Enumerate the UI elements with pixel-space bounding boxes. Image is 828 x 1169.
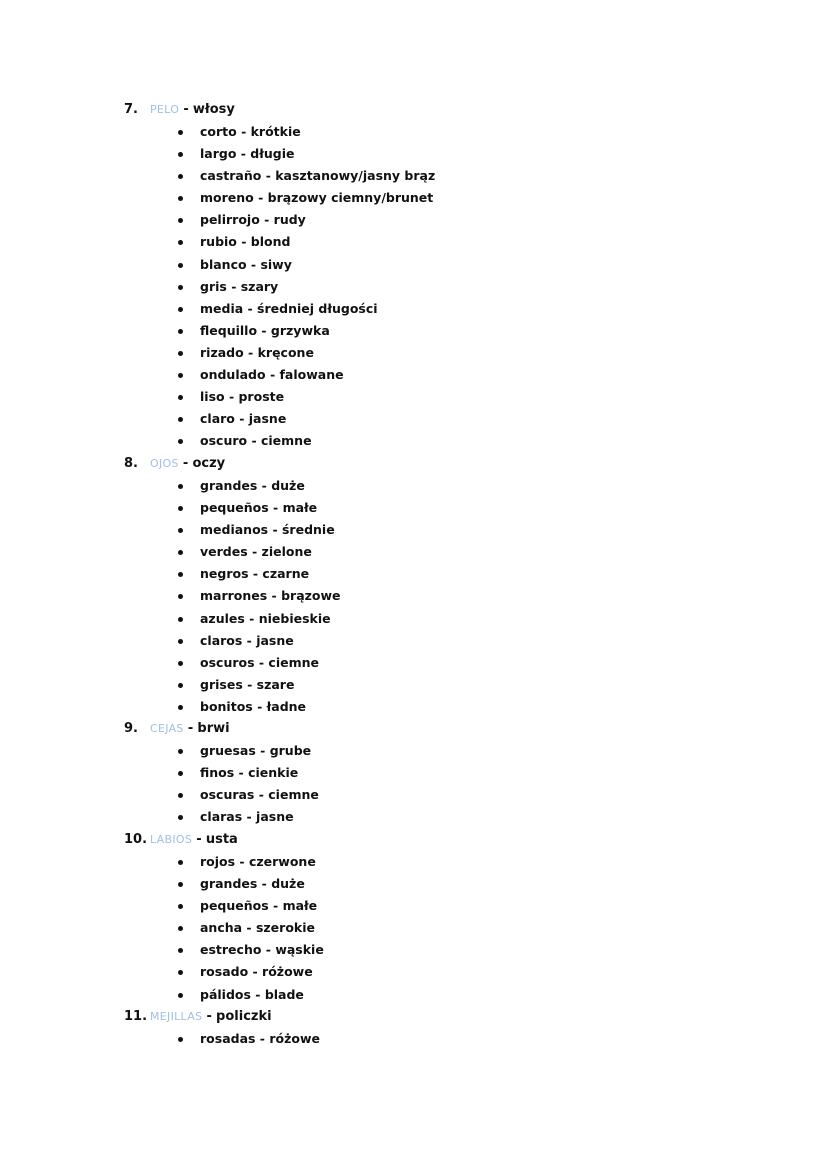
bullet-icon bbox=[178, 395, 183, 400]
item-text: corto - krótkie bbox=[200, 124, 301, 139]
list-item bbox=[124, 608, 724, 630]
item-text: oscuro - ciemne bbox=[200, 433, 312, 449]
word-list bbox=[124, 121, 724, 452]
section-ojos bbox=[124, 453, 724, 718]
bullet-icon bbox=[178, 926, 183, 931]
list-item bbox=[124, 342, 724, 364]
section-pelo bbox=[124, 99, 724, 452]
section-heading bbox=[124, 718, 724, 740]
item-text: rosadas - różowe bbox=[200, 1031, 320, 1046]
list-item bbox=[124, 939, 724, 961]
bullet-icon bbox=[178, 196, 183, 201]
list-item bbox=[124, 298, 724, 320]
bullet-icon bbox=[178, 550, 183, 555]
item-text: bonitos - ładne bbox=[200, 698, 307, 714]
item-text: blanco - siwy bbox=[200, 256, 292, 272]
section-separator: - bbox=[183, 102, 189, 117]
bullet-icon bbox=[178, 860, 183, 865]
list-item bbox=[124, 961, 724, 983]
item-text: liso - proste bbox=[200, 389, 285, 405]
item-text: moreno - brązowy ciemny/brunet bbox=[200, 190, 434, 206]
list-item bbox=[124, 121, 724, 143]
section-meaning: policzki bbox=[216, 1009, 272, 1024]
list-item bbox=[124, 209, 724, 231]
list-item bbox=[124, 143, 724, 165]
section-meaning: włosy bbox=[192, 102, 235, 117]
list-item bbox=[124, 386, 724, 408]
list-item bbox=[124, 519, 724, 541]
section-term: LABIOS bbox=[150, 833, 193, 846]
bullet-icon bbox=[178, 329, 183, 334]
section-heading bbox=[124, 99, 724, 121]
bullet-icon bbox=[178, 948, 183, 953]
bullet-icon bbox=[178, 1037, 183, 1042]
section-heading bbox=[124, 1006, 724, 1028]
list-item bbox=[124, 630, 724, 652]
list-item bbox=[124, 895, 724, 917]
item-text: media - średniej długości bbox=[200, 300, 378, 316]
list-item bbox=[124, 231, 724, 253]
list-item bbox=[124, 408, 724, 430]
item-text: claras - jasne bbox=[200, 809, 294, 825]
word-list bbox=[124, 740, 724, 828]
bullet-icon bbox=[178, 683, 183, 688]
list-item bbox=[124, 187, 724, 209]
item-text: rosado - różowe bbox=[200, 964, 313, 980]
list-item bbox=[124, 430, 724, 452]
bullet-icon bbox=[178, 639, 183, 644]
item-text: grises - szare bbox=[200, 676, 295, 692]
section-term: CEJAS bbox=[150, 722, 184, 735]
section-number: 10. bbox=[124, 832, 148, 847]
section-heading bbox=[124, 829, 724, 851]
list-item bbox=[124, 873, 724, 895]
list-item bbox=[124, 696, 724, 718]
bullet-icon bbox=[178, 285, 183, 290]
bullet-icon bbox=[178, 749, 183, 754]
item-text: oscuras - ciemne bbox=[200, 787, 319, 803]
section-term: MEJILLAS bbox=[150, 1010, 203, 1023]
section-labios bbox=[124, 829, 724, 1006]
item-text: verdes - zielone bbox=[200, 544, 312, 560]
section-separator: - bbox=[187, 721, 194, 736]
section-meaning: oczy bbox=[192, 456, 226, 471]
item-text: pelirrojo - rudy bbox=[200, 212, 306, 228]
section-meaning: usta bbox=[205, 832, 238, 847]
bullet-icon bbox=[178, 240, 183, 245]
section-term: PELO bbox=[150, 103, 180, 116]
section-number: 7. bbox=[124, 102, 138, 117]
section-number: 9. bbox=[124, 721, 138, 736]
bullet-icon bbox=[178, 993, 183, 998]
bullet-icon bbox=[178, 439, 183, 444]
bullet-icon bbox=[178, 970, 183, 975]
item-text: largo - długie bbox=[200, 146, 295, 162]
bullet-icon bbox=[178, 594, 183, 599]
list-item bbox=[124, 541, 724, 563]
section-mejillas bbox=[124, 1006, 724, 1050]
section-heading bbox=[124, 453, 724, 475]
item-text: grandes - duże bbox=[200, 478, 305, 493]
list-item bbox=[124, 364, 724, 386]
list-item bbox=[124, 674, 724, 696]
item-text: marrones - brązowe bbox=[200, 588, 341, 604]
section-term: OJOS bbox=[150, 457, 179, 470]
section-separator: - bbox=[206, 1009, 212, 1024]
bullet-icon bbox=[178, 417, 183, 422]
list-item bbox=[124, 497, 724, 519]
list-item bbox=[124, 784, 724, 806]
bullet-icon bbox=[178, 661, 183, 666]
bullet-icon bbox=[178, 373, 183, 378]
bullet-icon bbox=[178, 771, 183, 776]
list-item bbox=[124, 563, 724, 585]
bullet-icon bbox=[178, 218, 183, 223]
list-item bbox=[124, 917, 724, 939]
item-text: flequillo - grzywka bbox=[200, 322, 330, 338]
bullet-icon bbox=[178, 815, 183, 820]
bullet-icon bbox=[178, 882, 183, 887]
item-text: ondulado - falowane bbox=[200, 367, 344, 383]
word-list bbox=[124, 475, 724, 718]
item-text: castraño - kasztanowy/jasny brąz bbox=[200, 168, 436, 184]
bullet-icon bbox=[178, 793, 183, 798]
list-item bbox=[124, 740, 724, 762]
list-item bbox=[124, 851, 724, 873]
item-text: pequeños - małe bbox=[200, 500, 318, 516]
item-text: oscuros - ciemne bbox=[200, 654, 319, 670]
list-item bbox=[124, 165, 724, 187]
bullet-icon bbox=[178, 174, 183, 179]
list-item bbox=[124, 762, 724, 784]
item-text: grandes - duże bbox=[200, 876, 305, 892]
item-text: rubio - blond bbox=[200, 234, 291, 250]
section-number: 11. bbox=[124, 1009, 148, 1024]
list-item bbox=[124, 652, 724, 674]
bullet-icon bbox=[178, 528, 183, 533]
item-text: gruesas - grube bbox=[200, 743, 312, 758]
bullet-icon bbox=[178, 904, 183, 909]
item-text: ancha - szerokie bbox=[200, 920, 315, 936]
section-separator: - bbox=[196, 832, 202, 847]
item-text: rojos - czerwone bbox=[200, 854, 316, 869]
list-item bbox=[124, 254, 724, 276]
item-text: pálidos - blade bbox=[200, 986, 304, 1002]
section-separator: - bbox=[182, 456, 189, 471]
word-list bbox=[124, 851, 724, 1006]
item-text: pequeños - małe bbox=[200, 898, 318, 914]
section-cejas bbox=[124, 718, 724, 828]
bullet-icon bbox=[178, 572, 183, 577]
list-item bbox=[124, 320, 724, 342]
item-text: rizado - kręcone bbox=[200, 344, 314, 360]
list-item bbox=[124, 1028, 724, 1050]
bullet-icon bbox=[178, 152, 183, 157]
section-meaning: brwi bbox=[197, 721, 230, 736]
bullet-icon bbox=[178, 617, 183, 622]
list-item bbox=[124, 585, 724, 607]
bullet-icon bbox=[178, 351, 183, 356]
word-list bbox=[124, 1028, 724, 1050]
item-text: estrecho - wąskie bbox=[200, 942, 324, 958]
item-text: claros - jasne bbox=[200, 632, 294, 648]
list-item bbox=[124, 475, 724, 497]
item-text: finos - cienkie bbox=[200, 765, 299, 781]
list-item bbox=[124, 276, 724, 298]
bullet-icon bbox=[178, 130, 183, 135]
item-text: gris - szary bbox=[200, 278, 279, 294]
bullet-icon bbox=[178, 506, 183, 511]
item-text: claro - jasne bbox=[200, 411, 287, 427]
bullet-icon bbox=[178, 263, 183, 268]
bullet-icon bbox=[178, 484, 183, 489]
item-text: negros - czarne bbox=[200, 566, 310, 582]
item-text: medianos - średnie bbox=[200, 522, 335, 538]
item-text: azules - niebieskie bbox=[200, 610, 331, 626]
section-number: 8. bbox=[124, 456, 138, 471]
bullet-icon bbox=[178, 307, 183, 312]
list-item bbox=[124, 806, 724, 828]
bullet-icon bbox=[178, 705, 183, 710]
list-item bbox=[124, 984, 724, 1006]
